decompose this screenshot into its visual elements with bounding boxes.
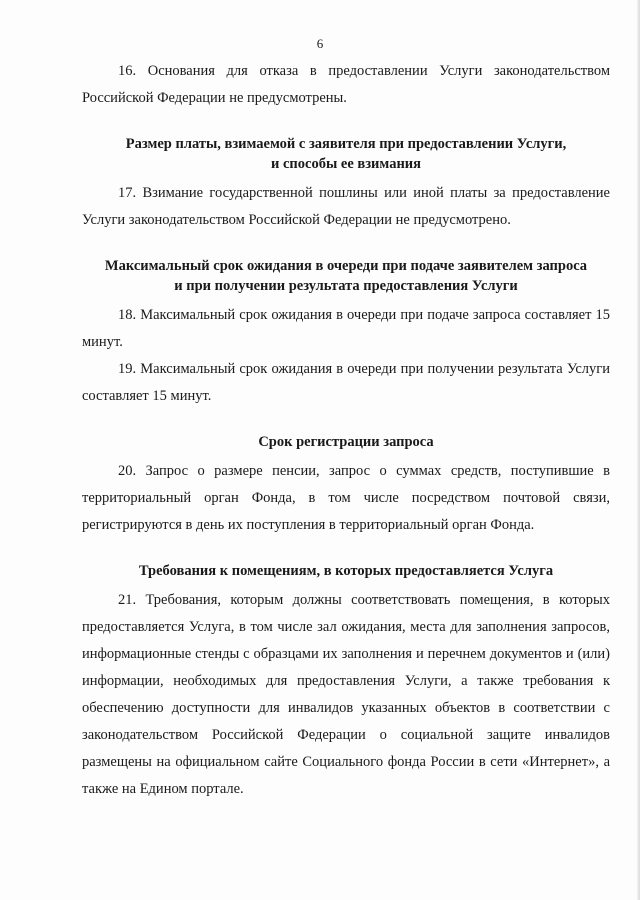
heading-wait-time	[82, 256, 610, 296]
paragraph-17: 17. Взимание государственной пошлины или иной платы за предоставление Услуги законодательством Российской Федерации не предусмотрено.	[82, 185, 610, 228]
paragraph-16: 16. Основания для отказа в предоставлении Услуги законодательством Российской Федерации не предусмотрены.	[82, 63, 610, 106]
page-number: 6	[316, 36, 324, 51]
heading-fee-line-2: и способы ее взимания	[271, 156, 421, 172]
paragraph-21: 21. Требования, которым должны соответствовать помещения, в которых предоставляется Услуга, в том числе зал ожидания, места для заполнения запросов, информационные стенды с образцами их заполнения и перечнем документов и (или) информации, необходимых для предоставления Услуги, а также требования к обеспечению доступности для инвалидов указанных объектов в соответствии с законодательством Российской Федерации о социальной защите инвалидов размещены на официальном сайте Социального фонда России в сети «Интернет», а также на Едином портале.	[82, 592, 610, 797]
paragraph-20: 20. Запрос о размере пенсии, запрос о суммах средств, поступившие в территориальный орган Фонда, в том числе посредством почтовой связи, регистрируются в день их поступления в территориальный орган Фонда.	[82, 463, 610, 533]
heading-fee	[82, 134, 610, 174]
heading-registration-line-1: Срок регистрации запроса	[258, 434, 434, 450]
document-body	[82, 58, 610, 803]
heading-registration	[82, 432, 610, 452]
heading-premises	[82, 561, 610, 581]
heading-wait-line-2: и при получении результата предоставления Услуги	[174, 278, 518, 294]
paragraph-19: 19. Максимальный срок ожидания в очереди при получении результата Услуги составляет 15 минут.	[82, 361, 610, 404]
heading-premises-line-1: Требования к помещениям, в которых предоставляется Услуга	[138, 563, 554, 579]
heading-wait-line-1: Максимальный срок ожидания в очереди при подаче заявителем запроса	[104, 258, 588, 274]
paragraph-18: 18. Максимальный срок ожидания в очереди при подаче запроса составляет 15 минут.	[82, 307, 610, 350]
heading-fee-line-1: Размер платы, взимаемой с заявителя при предоставлении Услуги,	[125, 136, 567, 152]
